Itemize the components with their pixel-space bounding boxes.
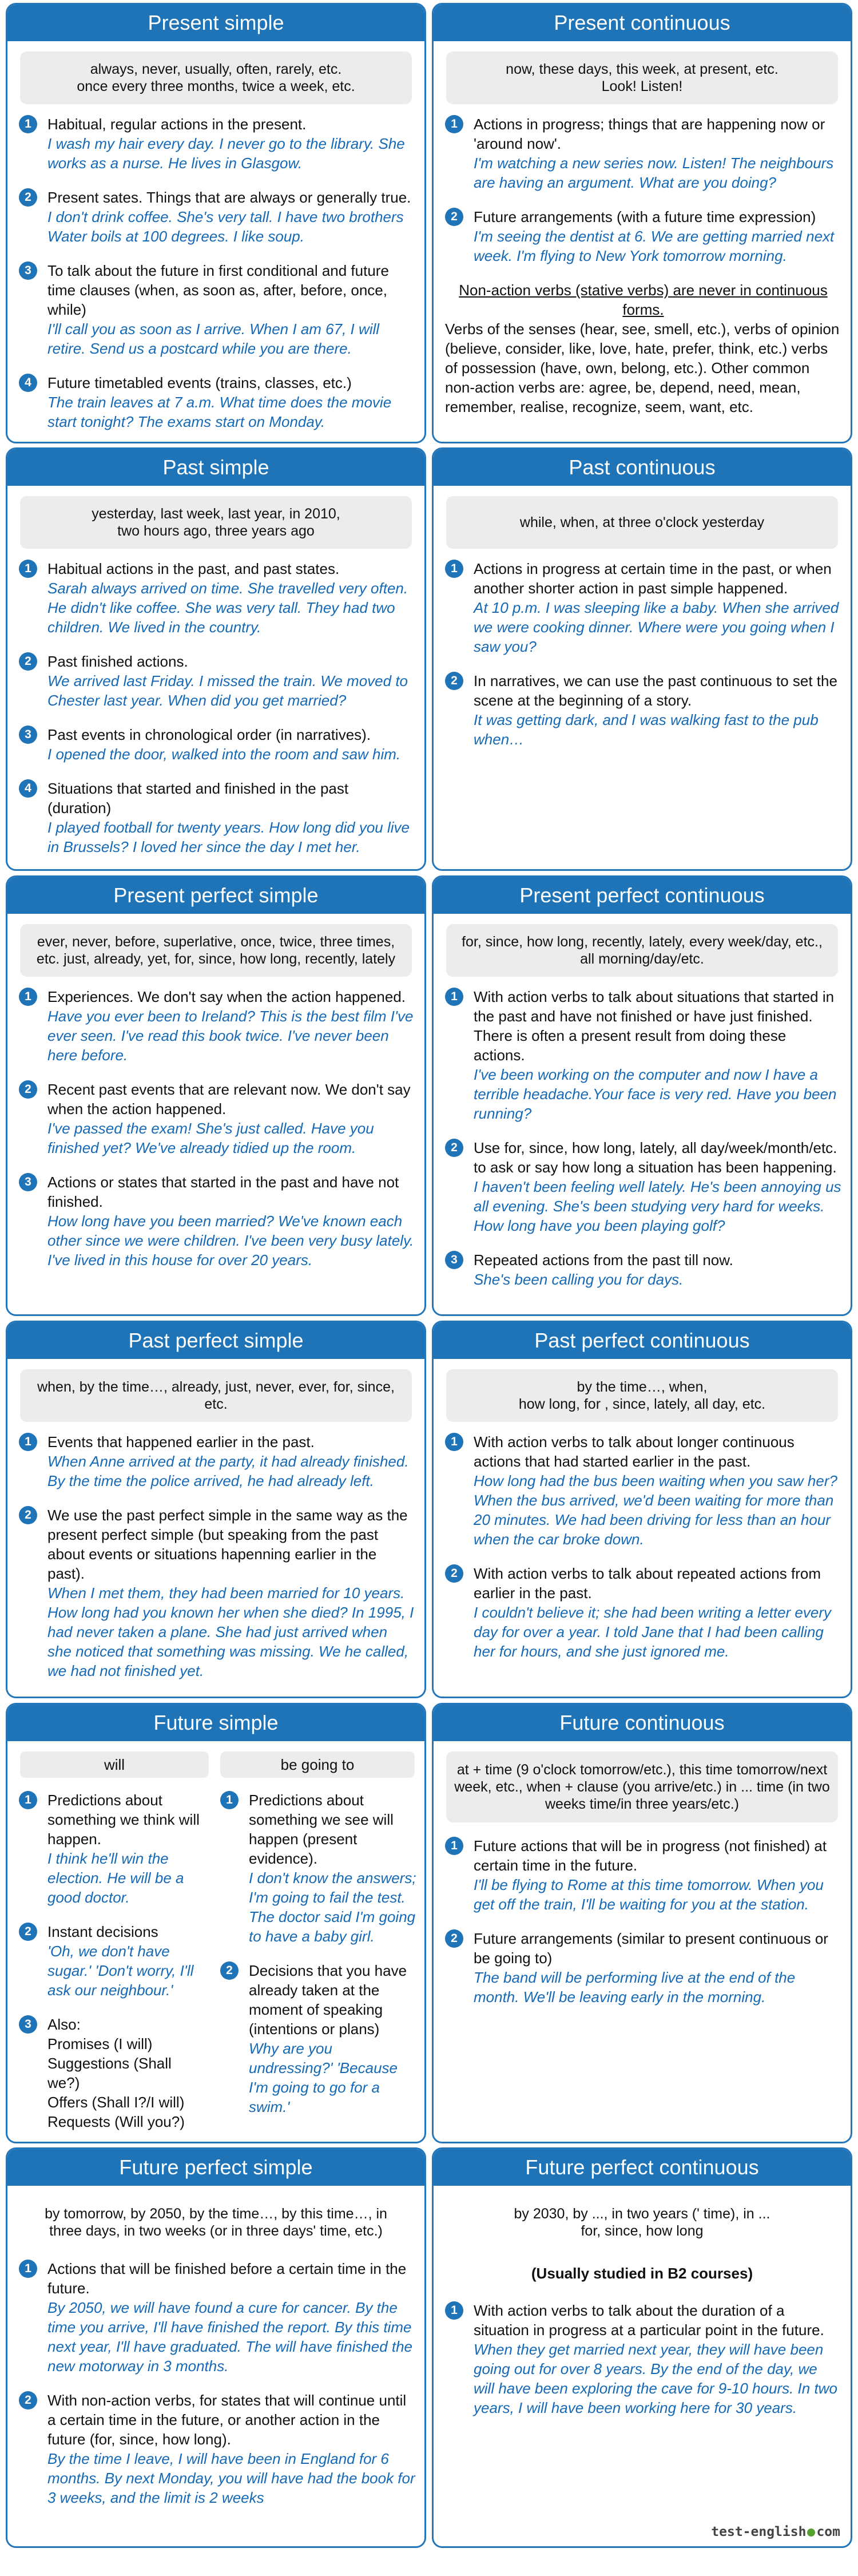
past-perfect-continuous-title: Past perfect continuous bbox=[434, 1322, 851, 1359]
past-continuous-keywords: while, when, at three o'clock yesterday bbox=[446, 496, 838, 549]
list-item: 2 Instant decisions 'Oh, we don't have sugar.' 'Don't worry, I'll ask our neighbour.' bbox=[19, 1922, 208, 2000]
list-item: 2 With action verbs to talk about repeated actions from earlier in the past. I couldn't believe it; she had been writing a letter every day for over a year. I told Jane that I had been calling her for hours, and she just ignored me. bbox=[445, 1564, 841, 1661]
future-simple-panel bbox=[6, 1703, 426, 2143]
present-perfect-simple-title: Present perfect simple bbox=[7, 877, 424, 914]
list-item: 2 With non-action verbs, for states that will continue until a certain time in the future, or another action in the future (for, since, how long). By the time I leave, I will have been in England for 6 months. By next Monday, you will have had the book for 3 weeks, and the limit is 2 weeks bbox=[19, 2391, 415, 2507]
list-item: 1 Future actions that will be in progress (not finished) at certain time in the future. I'll be flying to Rome at this time tomorrow. When you get off the train, I'll be waiting for you at the station. bbox=[445, 1836, 841, 1914]
stative-verbs-note-body: Verbs of the senses (hear, see, smell, etc.), verbs of opinion (believe, consider, like, love, hate, prefer, think, etc.) verbs of possession (have, own, belong, etc.). Other common non-action verbs are: agree, be, depend, need, mean, remember, realise, recognize, seem, want, etc. bbox=[445, 320, 840, 415]
list-item: 1 With action verbs to talk about situations that started in the past and have not finished or have just finished. There is often a present result from doing these actions. I've been working on the computer and now I have a terrible headache.Your face is very red. Have you been running? bbox=[445, 987, 841, 1123]
list-item: 3 To talk about the future in first conditional and future time clauses (when, as soon as, after, before, once, while) I'll call you as soon as I arrive. When I am 67, I will retire. Send us a postcard while you are there. bbox=[19, 261, 415, 358]
future-simple-title: Future simple bbox=[7, 1705, 424, 1741]
list-item: 2 Use for, since, how long, lately, all day/week/month/etc. to ask or say how long a situation has been happening. I haven't been feeling well lately. He's been annoying us all evening. She's been studying very hard for weeks. How long have you been playing golf? bbox=[445, 1138, 841, 1235]
list-item: 2 In narratives, we can use the past continuous to set the scene at the beginning of a story. It was getting dark, and I was walking fast to the pub when… bbox=[445, 671, 841, 749]
present-perfect-simple-keywords: ever, never, before, superlative, once, twice, three times, etc. just, already, yet, for, since, how long, recently, lately bbox=[20, 924, 412, 977]
list-item: 4 Situations that started and finished in the past (duration) I played football for twenty years. How long did you live in Brussels? I loved her since the day I met her. bbox=[19, 779, 415, 857]
list-item: 2 Recent past events that are relevant now. We don't say when the action happened. I've passed the exam! She's just called. Have you finished yet? We've already tidied up the room. bbox=[19, 1080, 415, 1158]
present-continuous-title: Present continuous bbox=[434, 5, 851, 41]
future-continuous-panel bbox=[432, 1703, 852, 2143]
present-continuous-keywords: now, these days, this week, at present, etc. Look! Listen! bbox=[446, 51, 838, 104]
future-perfect-continuous-panel bbox=[432, 2147, 852, 2548]
future-continuous-title: Future continuous bbox=[434, 1705, 851, 1741]
present-perfect-continuous-title: Present perfect continuous bbox=[434, 877, 851, 914]
logo-dot-icon bbox=[807, 2529, 815, 2537]
present-simple-panel bbox=[6, 3, 426, 443]
present-continuous-panel bbox=[432, 3, 852, 443]
past-continuous-title: Past continuous bbox=[434, 449, 851, 486]
future-perfect-simple-panel bbox=[6, 2147, 426, 2548]
stative-verbs-note-title: Non-action verbs (stative verbs) are never in continuous forms. bbox=[459, 282, 828, 318]
present-simple-title: Present simple bbox=[7, 5, 424, 41]
list-item: 2 Future arrangements (similar to present continuous or be going to) The band will be performing live at the end of the month. We'll be leaving early in the morning. bbox=[445, 1929, 841, 2007]
list-item: 1 Habitual actions in the past, and past states. Sarah always arrived on time. She travelled very often. He didn't like coffee. She was very tall. They had two children. We lived in the country. bbox=[19, 559, 415, 637]
list-item: 2 Present sates. Things that are always or generally true. I don't drink coffee. She's very tall. I have two brothers Water boils at 100 degrees. I like soup. bbox=[19, 188, 415, 246]
list-item: 3 Also: Promises (I will) Suggestions (Shall we?) Offers (Shall I?/I will) Requests (Will you?) bbox=[19, 2015, 208, 2131]
present-perfect-simple-panel bbox=[6, 875, 426, 1316]
list-item: 1 Predictions about something we see will happen (present evidence). I don't know the answers; I'm going to fail the test. The doctor said I'm going to have a baby girl. bbox=[220, 1790, 418, 1946]
list-item: 1 Events that happened earlier in the past. When Anne arrived at the party, it had already finished. By the time the police arrived, he had already left. bbox=[19, 1432, 415, 1491]
will-label: will bbox=[20, 1751, 209, 1778]
list-item: 2 Future arrangements (with a future time expression) I'm seeing the dentist at 6. We are getting married next week. I'm flying to New York tomorrow morning. bbox=[445, 207, 841, 265]
list-item: 1 With action verbs to talk about longer continuous actions that had started earlier in the past. How long had the bus been waiting when you saw her? When the bus arrived, we'd been waiting for more than 20 minutes. We had been driving for less than an hour when the car broke down. bbox=[445, 1432, 841, 1549]
test-english-logo: test-english com bbox=[711, 2525, 840, 2539]
list-item: 2 We use the past perfect simple in the same way as the present perfect simple (but speaking from the past about events or situations hapenning earlier in the past). When I met them, they had been married for 10 years. How long had you known her when she died? In 1995, I had never taken a plane. She had just arrived when she noticed that something was missing. We he called, we had not finished yet. bbox=[19, 1505, 415, 1681]
list-item: 1 With action verbs to talk about the duration of a situation in progress at a particular point in the future. When they get married next year, they will have been going out for over 8 years. By the end of the day, we will have been exploring the cave for 9-10 hours. In two years, I will have been working here for 30 years. bbox=[445, 2301, 841, 2418]
past-perfect-simple-title: Past perfect simple bbox=[7, 1322, 424, 1359]
future-perfect-simple-keywords: by tomorrow, by 2050, by the time…, by this time…, in three days, in two weeks (or in three days' time, etc.) bbox=[20, 2196, 412, 2249]
present-simple-keywords: always, never, usually, often, rarely, etc. once every three months, twice a week, etc. bbox=[20, 51, 412, 104]
list-item: 3 Actions or states that started in the past and have not finished. How long have you been married? We've known each other since we were children. I've been very busy lately. I've lived in this house for over 20 years. bbox=[19, 1172, 415, 1270]
future-perfect-simple-title: Future perfect simple bbox=[7, 2149, 424, 2186]
be-going-to-label: be going to bbox=[220, 1751, 415, 1778]
past-perfect-simple-keywords: when, by the time…, already, just, never, ever, for, since, etc. bbox=[20, 1369, 412, 1422]
list-item: 3 Repeated actions from the past till now. She's been calling you for days. bbox=[445, 1250, 841, 1289]
past-perfect-continuous-keywords: by the time…, when, how long, for , since, lately, all day, etc. bbox=[446, 1369, 838, 1422]
past-perfect-continuous-panel bbox=[432, 1321, 852, 1698]
list-item: 1 Habitual, regular actions in the present. I wash my hair every day. I never go to the library. She works as a nurse. He lives in Glasgow. bbox=[19, 114, 415, 173]
list-item: 1 Experiences. We don't say when the action happened. Have you ever been to Ireland? This is the best film I've ever seen. I've read this book twice. I've never been here before. bbox=[19, 987, 415, 1065]
list-item: 2 Decisions that you have already taken at the moment of speaking (intentions or plans) Why are you undressing?' 'Because I'm going to go for a swim.' bbox=[220, 1961, 418, 2117]
list-item: 4 Future timetabled events (trains, classes, etc.) The train leaves at 7 a.m. What time does the movie start tonight? The exams start on Monday. bbox=[19, 373, 415, 431]
past-simple-panel bbox=[6, 447, 426, 871]
list-item: 1 Predictions about something we think will happen. I think he'll win the election. He will be a good doctor. bbox=[19, 1790, 208, 1907]
future-perfect-continuous-title: Future perfect continuous bbox=[434, 2149, 851, 2186]
past-simple-keywords: yesterday, last week, last year, in 2010, two hours ago, three years ago bbox=[20, 496, 412, 549]
future-perfect-continuous-keywords: by 2030, by ..., in two years (' time), in ... for, since, how long bbox=[446, 2196, 838, 2249]
list-item: 1 Actions that will be finished before a certain time in the future. By 2050, we will have found a cure for cancer. By the time you arrive, I'll have finished the report. By this time next year, I'll have graduated. The will have finished the new motorway in 3 months. bbox=[19, 2259, 415, 2376]
past-continuous-panel bbox=[432, 447, 852, 871]
future-continuous-keywords: at + time (9 o'clock tomorrow/etc.), this time tomorrow/next week, etc., when + clause (you arrive/etc.) in ... time (in two weeks time/in three years/etc.) bbox=[446, 1751, 838, 1822]
past-perfect-simple-panel bbox=[6, 1321, 426, 1698]
list-item: 3 Past events in chronological order (in narratives). I opened the door, walked into the room and saw him. bbox=[19, 725, 415, 764]
present-perfect-continuous-panel bbox=[432, 875, 852, 1316]
list-item: 2 Past finished actions. We arrived last Friday. I missed the train. We moved to Chester last year. When did you get married? bbox=[19, 652, 415, 710]
list-item: 1 Actions in progress; things that are happening now or 'around now'. I'm watching a new series now. Listen! The neighbours are having an argument. What are you doing? bbox=[445, 114, 841, 192]
present-perfect-continuous-keywords: for, since, how long, recently, lately, every week/day, etc., all morning/day/etc. bbox=[446, 924, 838, 977]
past-simple-title: Past simple bbox=[7, 449, 424, 486]
b2-courses-note: (Usually studied in B2 courses) bbox=[531, 2265, 753, 2282]
list-item: 1 Actions in progress at certain time in the past, or when another shorter action in past simple happened. At 10 p.m. I was sleeping like a baby. When she arrived we were cooking dinner. Where were you going when I saw you? bbox=[445, 559, 841, 656]
